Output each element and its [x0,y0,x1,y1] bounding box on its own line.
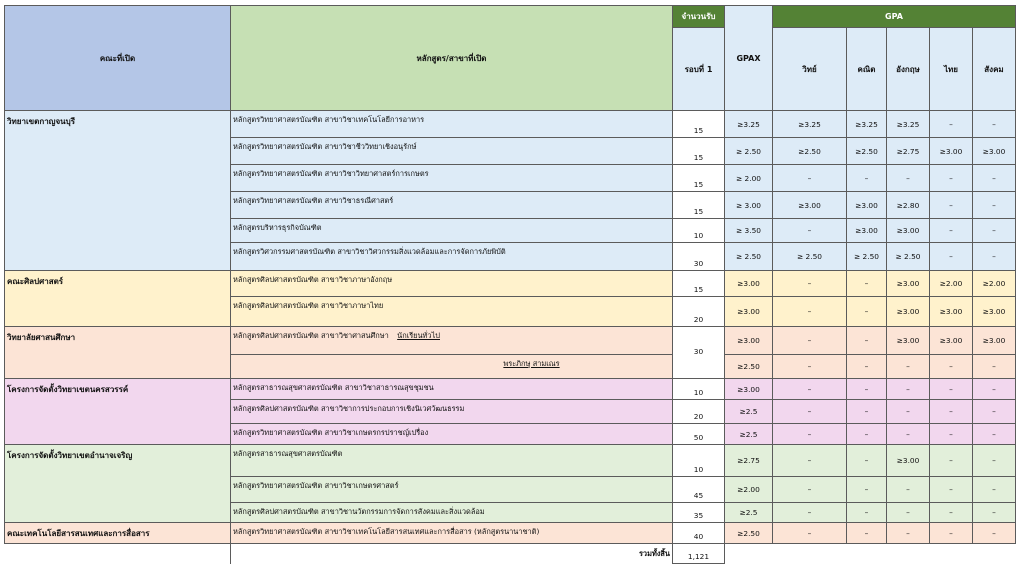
program-cell: หลักสูตรวิทยาศาสตรบัณฑิต สาขาวิชาเกษตรกรปราชญ์เปรื่อง [231,424,673,445]
gpa-cell-math: – [847,400,887,424]
program-cell: หลักสูตรวิทยาศาสตรบัณฑิต สาขาวิชาชีววิทยาเชิงอนุรักษ์ [231,138,673,165]
gpa-cell-social: – [973,355,1016,379]
gpa-cell-social: – [973,219,1016,243]
gpa-cell-science: – [773,355,847,379]
total-value: 1,121 [673,544,725,564]
seats-cell: 15 [673,192,725,219]
gpax-cell: ≥2.5 [725,424,773,445]
gpa-cell-english: – [887,355,930,379]
gpa-cell-thai: – [930,523,973,544]
seats-cell: 30 [673,243,725,271]
table-row [5,379,1016,400]
program-cell: หลักสูตรศิลปศาสตรบัณฑิต สาขาวิชาการประกอบการเชิงนิเวศวัฒนธรรม [231,400,673,424]
gpa-cell-thai: – [930,111,973,138]
total-label: รวมทั้งสิ้น [231,544,673,564]
gpa-cell-social: – [973,165,1016,192]
gpa-cell-science: ≥3.25 [773,111,847,138]
gpa-cell-english: ≥3.00 [887,327,930,355]
gpa-header: GPA [773,6,1016,28]
subject-header-math: คณิต [847,28,887,111]
gpa-cell-math: – [847,271,887,297]
capacity-header: จำนวนรับ [673,6,725,28]
gpa-cell-social: – [973,243,1016,271]
gpa-cell-thai: – [930,165,973,192]
program-cell: หลักสูตรวิทยาศาสตรบัณฑิต สาขาวิชาธรณีศาสตร์ [231,192,673,219]
gpa-cell-thai: – [930,219,973,243]
gpa-cell-thai: – [930,400,973,424]
gpa-cell-english: – [887,400,930,424]
gpa-cell-social: – [973,523,1016,544]
gpax-cell: ≥2.50 [725,523,773,544]
gpa-cell-social: – [973,503,1016,523]
gpa-cell-english: ≥3.00 [887,271,930,297]
admission-table [4,5,1016,564]
gpa-cell-science: – [773,219,847,243]
program-cell: หลักสูตรศิลปศาสตรบัณฑิต สาขาวิชาภาษาไทย [231,297,673,327]
gpa-cell-science: – [773,424,847,445]
spacer-cell [725,544,1016,564]
faculty-cell: วิทยาลัยศาสนศึกษา [5,327,231,379]
gpa-cell-science: – [773,379,847,400]
gpa-cell-english: ≥2.80 [887,192,930,219]
gpa-cell-social: – [973,477,1016,503]
gpa-cell-science: ≥3.00 [773,192,847,219]
gpa-cell-english: – [887,165,930,192]
subject-header-social: สังคม [973,28,1016,111]
gpa-cell-math: ≥3.00 [847,219,887,243]
gpa-cell-english: – [887,477,930,503]
table-row [5,111,1016,138]
seats-cell: 15 [673,111,725,138]
gpa-cell-math: – [847,355,887,379]
seats-cell: 45 [673,477,725,503]
program-header: หลักสูตร/สาขาที่เปิด [231,6,673,111]
seats-cell: 10 [673,379,725,400]
table-row [5,271,1016,297]
gpa-cell-thai: – [930,424,973,445]
gpa-cell-english: ≥3.00 [887,445,930,477]
gpa-cell-thai: – [930,192,973,219]
gpa-cell-social: ≥3.00 [973,138,1016,165]
gpa-cell-social: – [973,445,1016,477]
gpa-cell-math: ≥3.00 [847,192,887,219]
gpa-cell-math: – [847,297,887,327]
gpa-cell-thai: – [930,379,973,400]
gpax-cell: ≥3.00 [725,297,773,327]
faculty-cell: โครงการจัดตั้งวิทยาเขตอำนาจเจริญ [5,445,231,523]
program-cell: หลักสูตรวิทยาศาสตรบัณฑิต สาขาวิชาเกษตรศาสตร์ [231,477,673,503]
gpa-cell-science: – [773,523,847,544]
round-header: รอบที่ 1 [673,28,725,111]
gpa-cell-math: – [847,424,887,445]
gpa-cell-english: ≥3.00 [887,297,930,327]
program-cell: หลักสูตรศิลปศาสตรบัณฑิต สาขาวิชานวัตกรรมการจัดการสังคมและสิ่งแวดล้อม [231,503,673,523]
gpax-cell: ≥ 2.00 [725,165,773,192]
seats-cell: 10 [673,219,725,243]
seats-cell: 15 [673,271,725,297]
gpa-cell-thai: – [930,445,973,477]
gpa-cell-social: – [973,192,1016,219]
program-cell: หลักสูตรวิทยาศาสตรบัณฑิต สาขาวิชาเทคโนโลยีการอาหาร [231,111,673,138]
faculty-cell: คณะเทคโนโลยีสารสนเทศและการสื่อสาร [5,523,231,544]
gpa-cell-social: ≥3.00 [973,297,1016,327]
gpa-cell-english: ≥3.00 [887,219,930,243]
gpax-cell: ≥3.25 [725,111,773,138]
gpax-cell: ≥ 2.50 [725,243,773,271]
program-tag: พระภิกษุ สามเณร [503,359,560,368]
gpa-cell-math: ≥ 2.50 [847,243,887,271]
program-cell: หลักสูตรศิลปศาสตรบัณฑิต สาขาวิชาภาษาอังกฤษ [231,271,673,297]
seats-cell: 30 [673,327,725,379]
gpa-cell-math: – [847,327,887,355]
table-row [5,445,1016,477]
gpa-cell-english: – [887,523,930,544]
gpa-cell-math: ≥2.50 [847,138,887,165]
spacer-cell [5,544,231,564]
gpax-cell: ≥ 3.00 [725,192,773,219]
program-cell: หลักสูตรบริหารธุรกิจบัณฑิต [231,219,673,243]
subject-header-english: อังกฤษ [887,28,930,111]
gpax-cell: ≥ 3.50 [725,219,773,243]
program-cell [231,355,673,379]
gpa-cell-thai: ≥3.00 [930,138,973,165]
seats-cell: 20 [673,297,725,327]
gpa-cell-math: – [847,523,887,544]
seats-cell: 35 [673,503,725,523]
gpa-cell-english: – [887,503,930,523]
program-name: หลักสูตรศิลปศาสตรบัณฑิต สาขาวิชาศาสนศึกษา [233,331,389,340]
gpax-header: GPAX [725,6,773,111]
gpa-cell-math: – [847,165,887,192]
program-cell: หลักสูตรวิทยาศาสตรบัณฑิต สาขาวิชาเทคโนโลยีสารสนเทศและการสื่อสาร (หลักสูตรนานาชาติ) [231,523,673,544]
gpa-cell-science: – [773,271,847,297]
subject-header-science: วิทย์ [773,28,847,111]
gpa-cell-math: ≥3.25 [847,111,887,138]
gpax-cell: ≥2.50 [725,355,773,379]
gpax-cell: ≥ 2.50 [725,138,773,165]
seats-cell: 20 [673,400,725,424]
program-cell: หลักสูตรวิทยาศาสตรบัณฑิต สาขาวิชาวิทยาศาสตร์การเกษตร [231,165,673,192]
gpa-cell-science: – [773,297,847,327]
seats-cell: 10 [673,445,725,477]
gpa-cell-english: ≥ 2.50 [887,243,930,271]
gpa-cell-social: – [973,379,1016,400]
gpa-cell-math: – [847,503,887,523]
faculty-cell: โครงการจัดตั้งวิทยาเขตนครสวรรค์ [5,379,231,445]
program-cell [231,327,673,355]
gpa-cell-math: – [847,445,887,477]
gpa-cell-thai: ≥2.00 [930,271,973,297]
gpa-cell-science: – [773,400,847,424]
gpa-cell-thai: ≥3.00 [930,327,973,355]
gpa-cell-science: – [773,503,847,523]
gpax-cell: ≥2.00 [725,477,773,503]
gpa-cell-science: – [773,327,847,355]
gpa-cell-english: – [887,379,930,400]
faculty-header: คณะที่เปิด [5,6,231,111]
gpa-cell-social: – [973,424,1016,445]
gpa-cell-english: ≥2.75 [887,138,930,165]
subject-header-thai: ไทย [930,28,973,111]
program-cell: หลักสูตรสาธารณสุขศาสตรบัณฑิต สาขาวิชาสาธารณสุขชุมชน [231,379,673,400]
table-row [5,327,1016,355]
gpax-cell: ≥3.00 [725,327,773,355]
gpa-cell-science: – [773,165,847,192]
seats-cell: 15 [673,165,725,192]
gpa-cell-thai: – [930,477,973,503]
gpa-cell-english: ≥3.25 [887,111,930,138]
gpa-cell-social: – [973,400,1016,424]
gpa-cell-social: ≥2.00 [973,271,1016,297]
gpax-cell: ≥2.5 [725,400,773,424]
gpa-cell-thai: – [930,243,973,271]
seats-cell: 40 [673,523,725,544]
gpax-cell: ≥2.5 [725,503,773,523]
gpa-cell-social: ≥3.00 [973,327,1016,355]
gpax-cell: ≥2.75 [725,445,773,477]
gpax-cell: ≥3.00 [725,271,773,297]
gpa-cell-thai: – [930,355,973,379]
program-tag: นักเรียนทั่วไป [397,331,440,340]
gpa-cell-science: – [773,445,847,477]
gpa-cell-thai: ≥3.00 [930,297,973,327]
table-row [5,523,1016,544]
program-cell: หลักสูตรสาธารณสุขศาสตรบัณฑิต [231,445,673,477]
gpa-cell-english: – [887,424,930,445]
total-row [5,544,1016,564]
faculty-cell: คณะศิลปศาสตร์ [5,271,231,327]
gpa-cell-math: – [847,379,887,400]
seats-cell: 15 [673,138,725,165]
gpa-cell-thai: – [930,503,973,523]
program-cell: หลักสูตรวิศวกรรมศาสตรบัณฑิต สาขาวิชาวิศวกรรมสิ่งแวดล้อมและการจัดการภัยพิบัติ [231,243,673,271]
gpa-cell-social: – [973,111,1016,138]
gpa-cell-math: – [847,477,887,503]
gpax-cell: ≥3.00 [725,379,773,400]
gpa-cell-science: – [773,477,847,503]
gpa-cell-science: ≥2.50 [773,138,847,165]
faculty-cell: วิทยาเขตกาญจนบุรี [5,111,231,271]
seats-cell: 50 [673,424,725,445]
gpa-cell-science: ≥ 2.50 [773,243,847,271]
